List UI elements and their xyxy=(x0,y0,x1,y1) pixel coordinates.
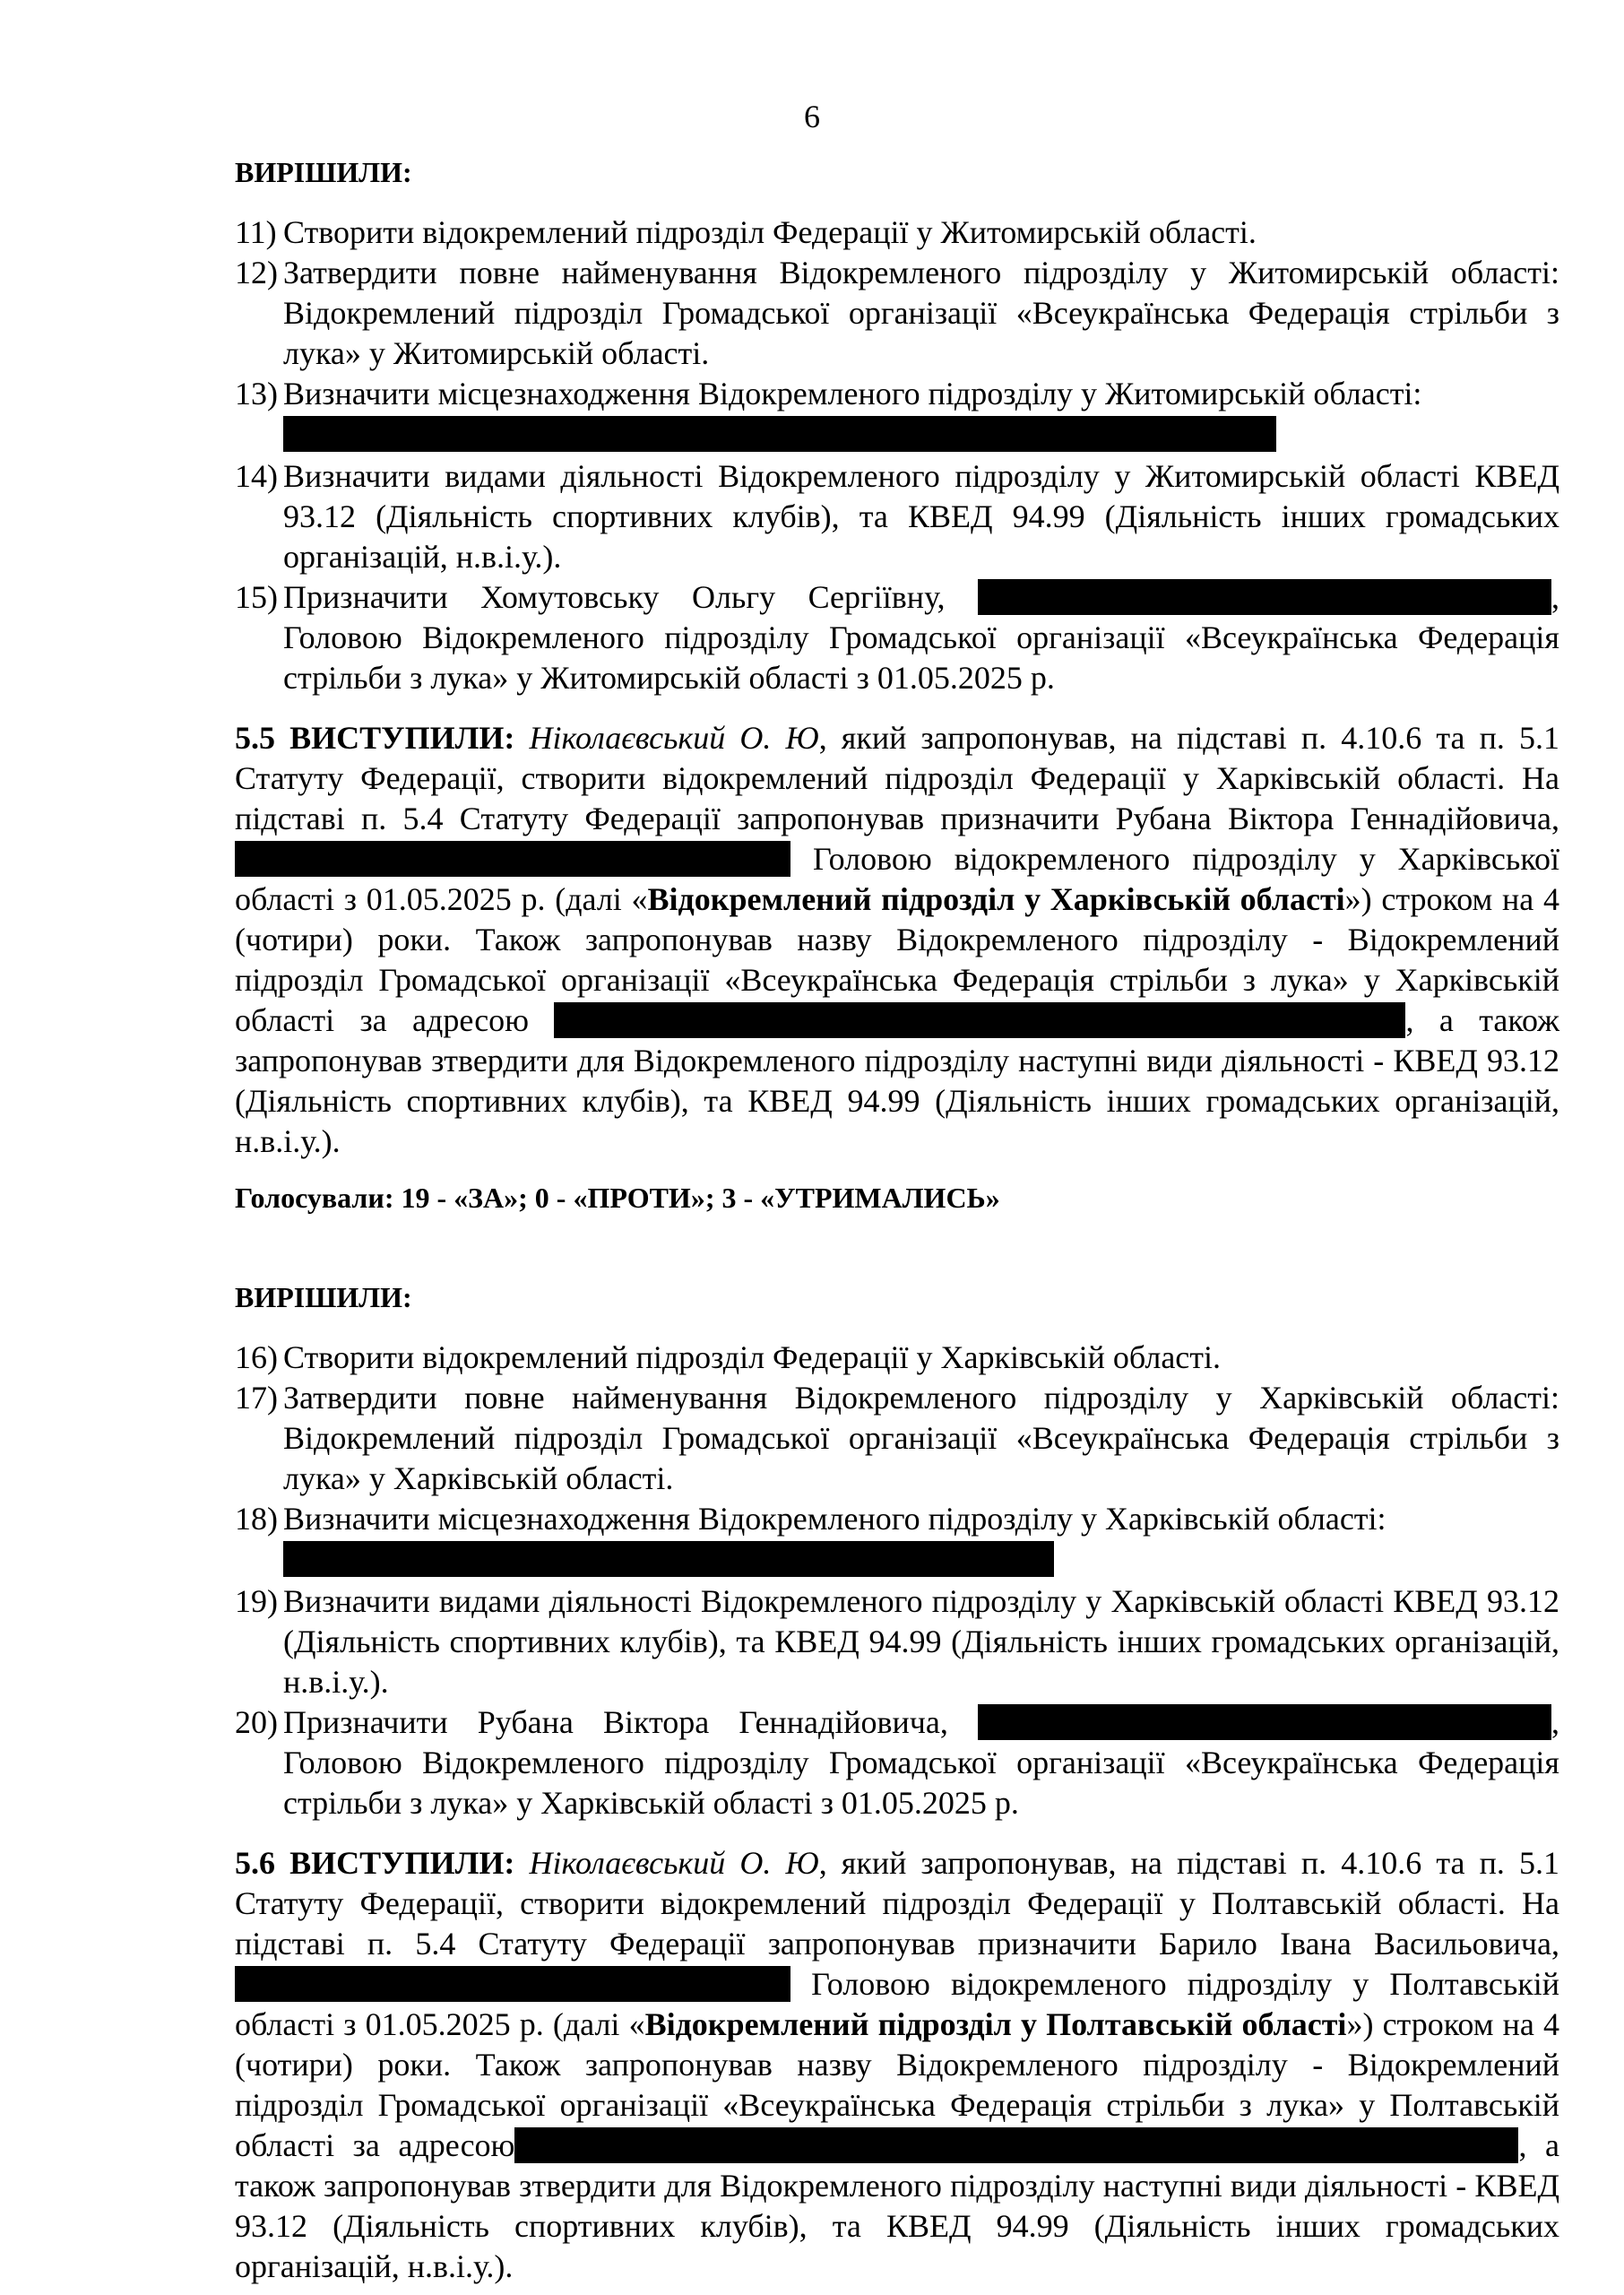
list-item: 12) Затвердити повне найменування Відокремленого підрозділу у Житомирській області: Відокремлений підрозділ Громадської організації «Всеукраїнська Федерація стрільби з лука» у Житомирській області. xyxy=(235,255,1559,371)
redacted-personal-data xyxy=(235,841,790,877)
page-number: 6 xyxy=(804,99,820,134)
speaker-name: Ніколаєвський О. Ю xyxy=(529,720,819,756)
decision-list-2 xyxy=(235,1338,1559,1823)
redacted-personal-data xyxy=(978,1704,1551,1740)
document-body xyxy=(235,152,1559,2287)
vote-result: Голосували: 19 - «ЗА»; 0 - «ПРОТИ»; 3 - «УТРИМАЛИСЬ» xyxy=(235,1182,1000,1214)
list-item: 15) Призначити Хомутовську Ольгу Сергіївну, , Головою Відокремленого підрозділу Громадської організації «Всеукраїнська Федерація стрільби з лука» у Житомирській області з 01.05.2025 р. xyxy=(235,579,1559,696)
redacted-address xyxy=(554,1002,1405,1038)
speech-paragraph-5-6: 5.6 ВИСТУПИЛИ: Ніколаєвський О. Ю, який запропонував, на підставі п. 4.10.6 та п. 5.1 Статуту Федерації, створити відокремлений підрозділ Федерації у Полтавській області. На підставі п. 5.4 Статуту Федерації запропонував призначити Барило Івана Васильовича, Головою відокремленого підрозділу у Полтавській області з 01.05.2025 р. (далі «Відокремлений підрозділ у Полтавській області») строком на 4 (чотири) роки. Також запропонував назву Відокремленого підрозділу - Відокремлений підрозділ Громадської організації «Всеукраїнська Федерація стрільби з лука» у Полтавській області за адресою , а також запропонував зтвердити для Відокремленого підрозділу наступні види діяльності - КВЕД 93.12 (Діяльність спортивних клубів), та КВЕД 94.99 (Діяльність інших громадських організацій, н.в.і.у.). xyxy=(235,1845,1560,2284)
list-item: 13) Визначити місцезнаходження Відокремленого підрозділу у Житомирській області: xyxy=(235,374,1559,452)
decision-list-1 xyxy=(235,212,1559,698)
speech-paragraph-5-5: 5.5 ВИСТУПИЛИ: Ніколаєвський О. Ю, який запропонував, на підставі п. 4.10.6 та п. 5.1 Статуту Федерації, створити відокремлений підрозділ Федерації у Харківській області. На підставі п. 5.4 Статуту Федерації запропонував призначити Рубана Віктора Геннадійовича, Головою відокремленого підрозділу у Харківської області з 01.05.2025 р. (далі «Відокремлений підрозділ у Харківській області») строком на 4 (чотири) роки. Також запропонував назву Відокремленого підрозділу - Відокремлений підрозділ Громадської організації «Всеукраїнська Федерація стрільби з лука» у Харківській області за адресою , а також запропонував зтвердити для Відокремленого підрозділу наступні види діяльності - КВЕД 93.12 (Діяльність спортивних клубів), та КВЕД 94.99 (Діяльність інших громадських організацій, н.в.і.у.). xyxy=(235,720,1560,1159)
list-item: 14) Визначити видами діяльності Відокремленого підрозділу у Житомирській області КВЕД 93.12 (Діяльність спортивних клубів), та КВЕД 94.99 (Діяльність інших громадських організацій, н.в.і.у.). xyxy=(235,458,1559,575)
redacted-personal-data xyxy=(978,579,1551,615)
redacted-address xyxy=(283,1541,1054,1577)
redacted-address xyxy=(283,416,1276,452)
list-item: 16) Створити відокремлений підрозділ Федерації у Харківській області. xyxy=(235,1339,1222,1375)
redacted-personal-data xyxy=(235,1966,790,2002)
decided-heading-2: ВИРІШИЛИ: xyxy=(235,1281,412,1313)
redacted-address xyxy=(514,2127,1518,2163)
list-item: 19) Визначити видами діяльності Відокремленого підрозділу у Харківській області КВЕД 93.12 (Діяльність спортивних клубів), та КВЕД 94.99 (Діяльність інших громадських організацій, н.в.і.у.). xyxy=(235,1583,1559,1700)
decided-heading-1: ВИРІШИЛИ: xyxy=(235,156,412,188)
list-item: 11) Створити відокремлений підрозділ Федерації у Житомирській області. xyxy=(235,214,1257,250)
list-item: 17) Затвердити повне найменування Відокремленого підрозділу у Харківській області: Відокремлений підрозділ Громадської організації «Всеукраїнська Федерація стрільби з лука» у Харківській області. xyxy=(235,1380,1559,1496)
list-item: 20) Призначити Рубана Віктора Геннадійовича, , Головою Відокремленого підрозділу Громадської організації «Всеукраїнська Федерація стрільби з лука» у Харківській області з 01.05.2025 р. xyxy=(235,1704,1559,1821)
list-item: 18) Визначити місцезнаходження Відокремленого підрозділу у Харківській області: xyxy=(235,1499,1559,1577)
speaker-name: Ніколаєвський О. Ю xyxy=(529,1845,819,1881)
